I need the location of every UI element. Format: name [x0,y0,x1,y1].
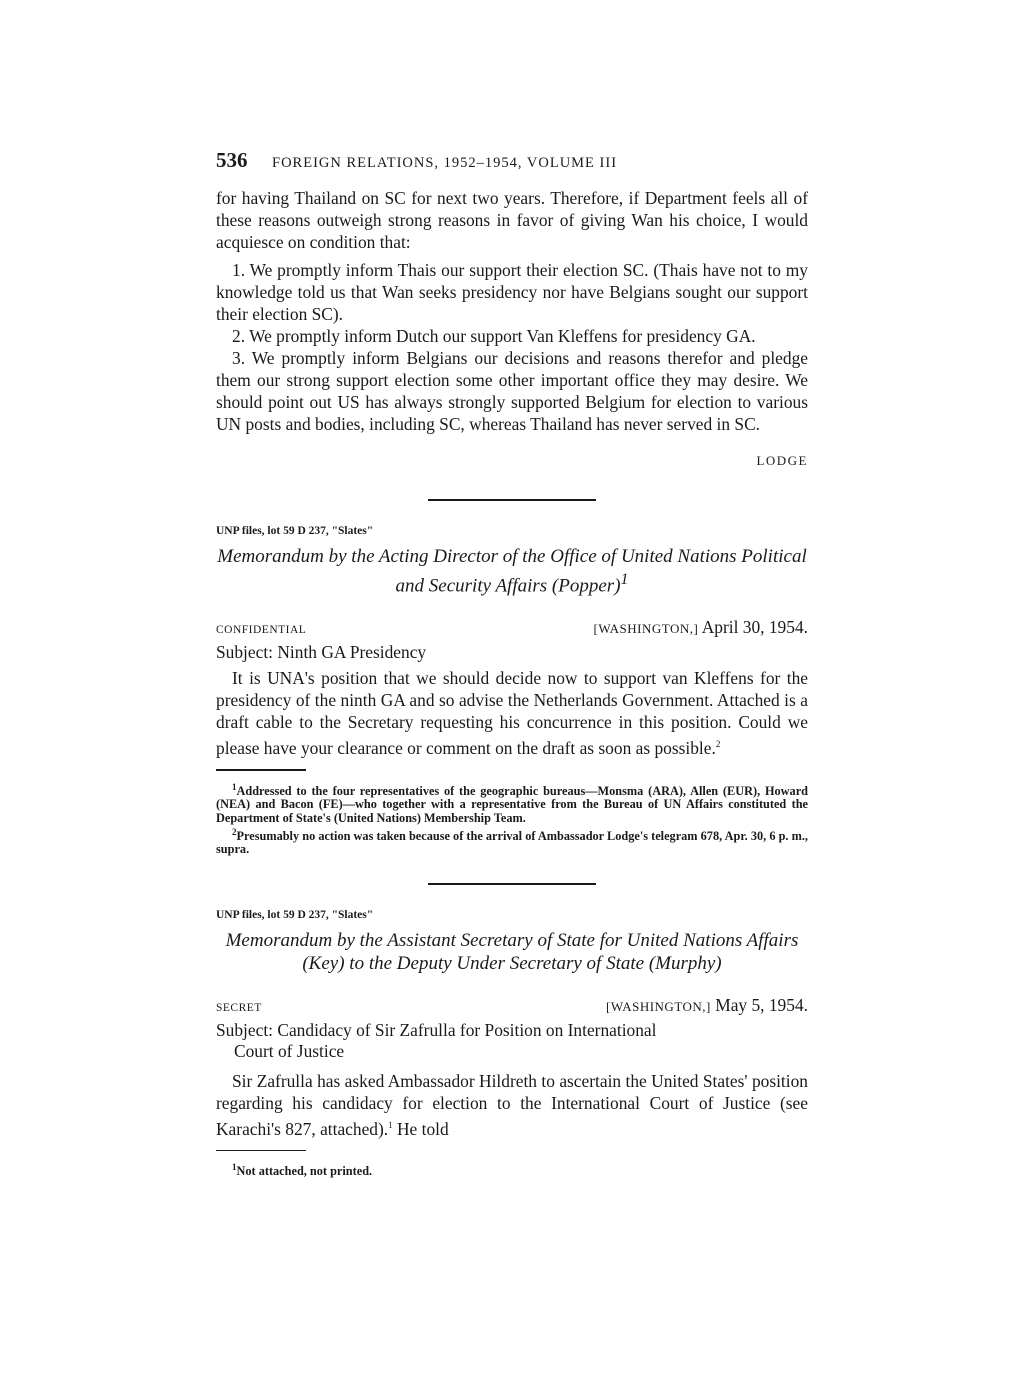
list-item: 2. We promptly inform Dutch our support Van Kleffens for presidency GA. [232,326,756,346]
dateline-place: [WASHINGTON,] [606,998,711,1014]
subject-line [216,1020,808,1041]
subject-text: Ninth GA Presidency [277,642,427,663]
running-header [216,148,808,173]
footnote-rule [216,1150,306,1152]
footnote [216,1161,808,1179]
doc2-meta [216,995,808,1016]
footnote [216,826,808,857]
dateline-date: April 30, 1954. [701,617,808,638]
doc2-body-continued: He told [392,1118,449,1139]
footnote-mark: 1 [232,1162,237,1173]
doc2-body [216,1070,808,1140]
doc1-body-text: It is UNA's position that we should decide now to support van Kleffens for the presidency of the ninth GA and so advise the Netherlands Government. Attached is a draft cable to the Secretary requesting his concurrence in this position. Could we please have your clearance or comment on the draft as soon as possible. [216,668,808,759]
doc1-title-text: Memorandum by the Acting Director of the Office of United Nations Political and Security Affairs (Popper) [217,546,807,597]
page-number: 536 [216,148,248,172]
footnote-mark: 1 [232,781,237,792]
subject-line-continued: Court of Justice [234,1040,345,1061]
doc2-source: UNP files, lot 59 D 237, "Slates" [216,908,374,921]
doc1-title [216,545,808,597]
footnote-ref: 1 [620,571,629,588]
signature: LODGE [756,453,808,468]
footnote-mark: 2 [232,826,237,837]
doc1-source: UNP files, lot 59 D 237, "Slates" [216,525,374,537]
doc1-subject [216,642,808,663]
list-item: 3. We promptly inform Belgians our decisions and reasons therefor and pledge them our strong support election some other important office they may desire. We should point out US has always strongly supported Belgium for election to various UN posts and bodies, including SC, whereas Thailand has never served in SC. [216,348,808,434]
doc1-body [216,667,808,759]
doc2-body-text: Sir Zafrulla has asked Ambassador Hildreth to ascertain the United States' position regarding his candidacy for election to the International Court of Justice (see Karachi's 827, attached). [216,1070,808,1139]
doc2-subject [216,1020,808,1062]
dateline [606,995,808,1016]
footnote-text: Presumably no action was taken because of the arrival of Ambassador Lodge's telegram 678, Apr. 30, 6 p. m., supra. [216,828,808,857]
subject-label: Subject: [216,642,273,663]
footnote-ref: 2 [715,739,721,750]
classification-label: CONFIDENTIAL [216,624,307,637]
subject-text: Candidacy of Sir Zafrulla for Position on International [277,1019,657,1040]
footnote [216,781,808,826]
section-separator [428,499,596,501]
subject-label: Subject: [216,1019,273,1040]
footnote-text: Addressed to the four representatives of the geographic bureaus—Monsma (ARA), Allen (EUR), Howard (NEA) and Bacon (FE)—who together with a representative from the Bureau of UN Affairs constituted the Department of State's (United Nations) Membership Team. [216,783,808,825]
footnote-ref: 1 [388,1119,393,1130]
classification-label: SECRET [216,1001,262,1014]
dateline [593,617,808,638]
opening-paragraph: for having Thailand on SC for next two years. Therefore, if Department feels all of these reasons outweigh strong reasons in favor of giving Wan his choice, I would acquiesce on condition that: [216,188,808,252]
document-page [216,148,808,1179]
footnote-rule [216,769,306,771]
doc2-title: Memorandum by the Assistant Secretary of State for United Nations Affairs (Key) to the Deputy Under Secretary of State (Murphy) [225,929,799,974]
footnote-text: Not attached, not printed. [236,1164,373,1179]
doc1-meta [216,617,808,638]
dateline-place: [WASHINGTON,] [593,621,699,637]
dateline-date: May 5, 1954. [715,994,808,1015]
section-separator [428,883,596,885]
list-item: 1. We promptly inform Thais our support their election SC. (Thais have not to my knowledge told us that Wan seeks presidency nor have Belgians sought our support their election SC). [216,260,808,324]
running-title: FOREIGN RELATIONS, 1952–1954, VOLUME III [272,155,618,171]
